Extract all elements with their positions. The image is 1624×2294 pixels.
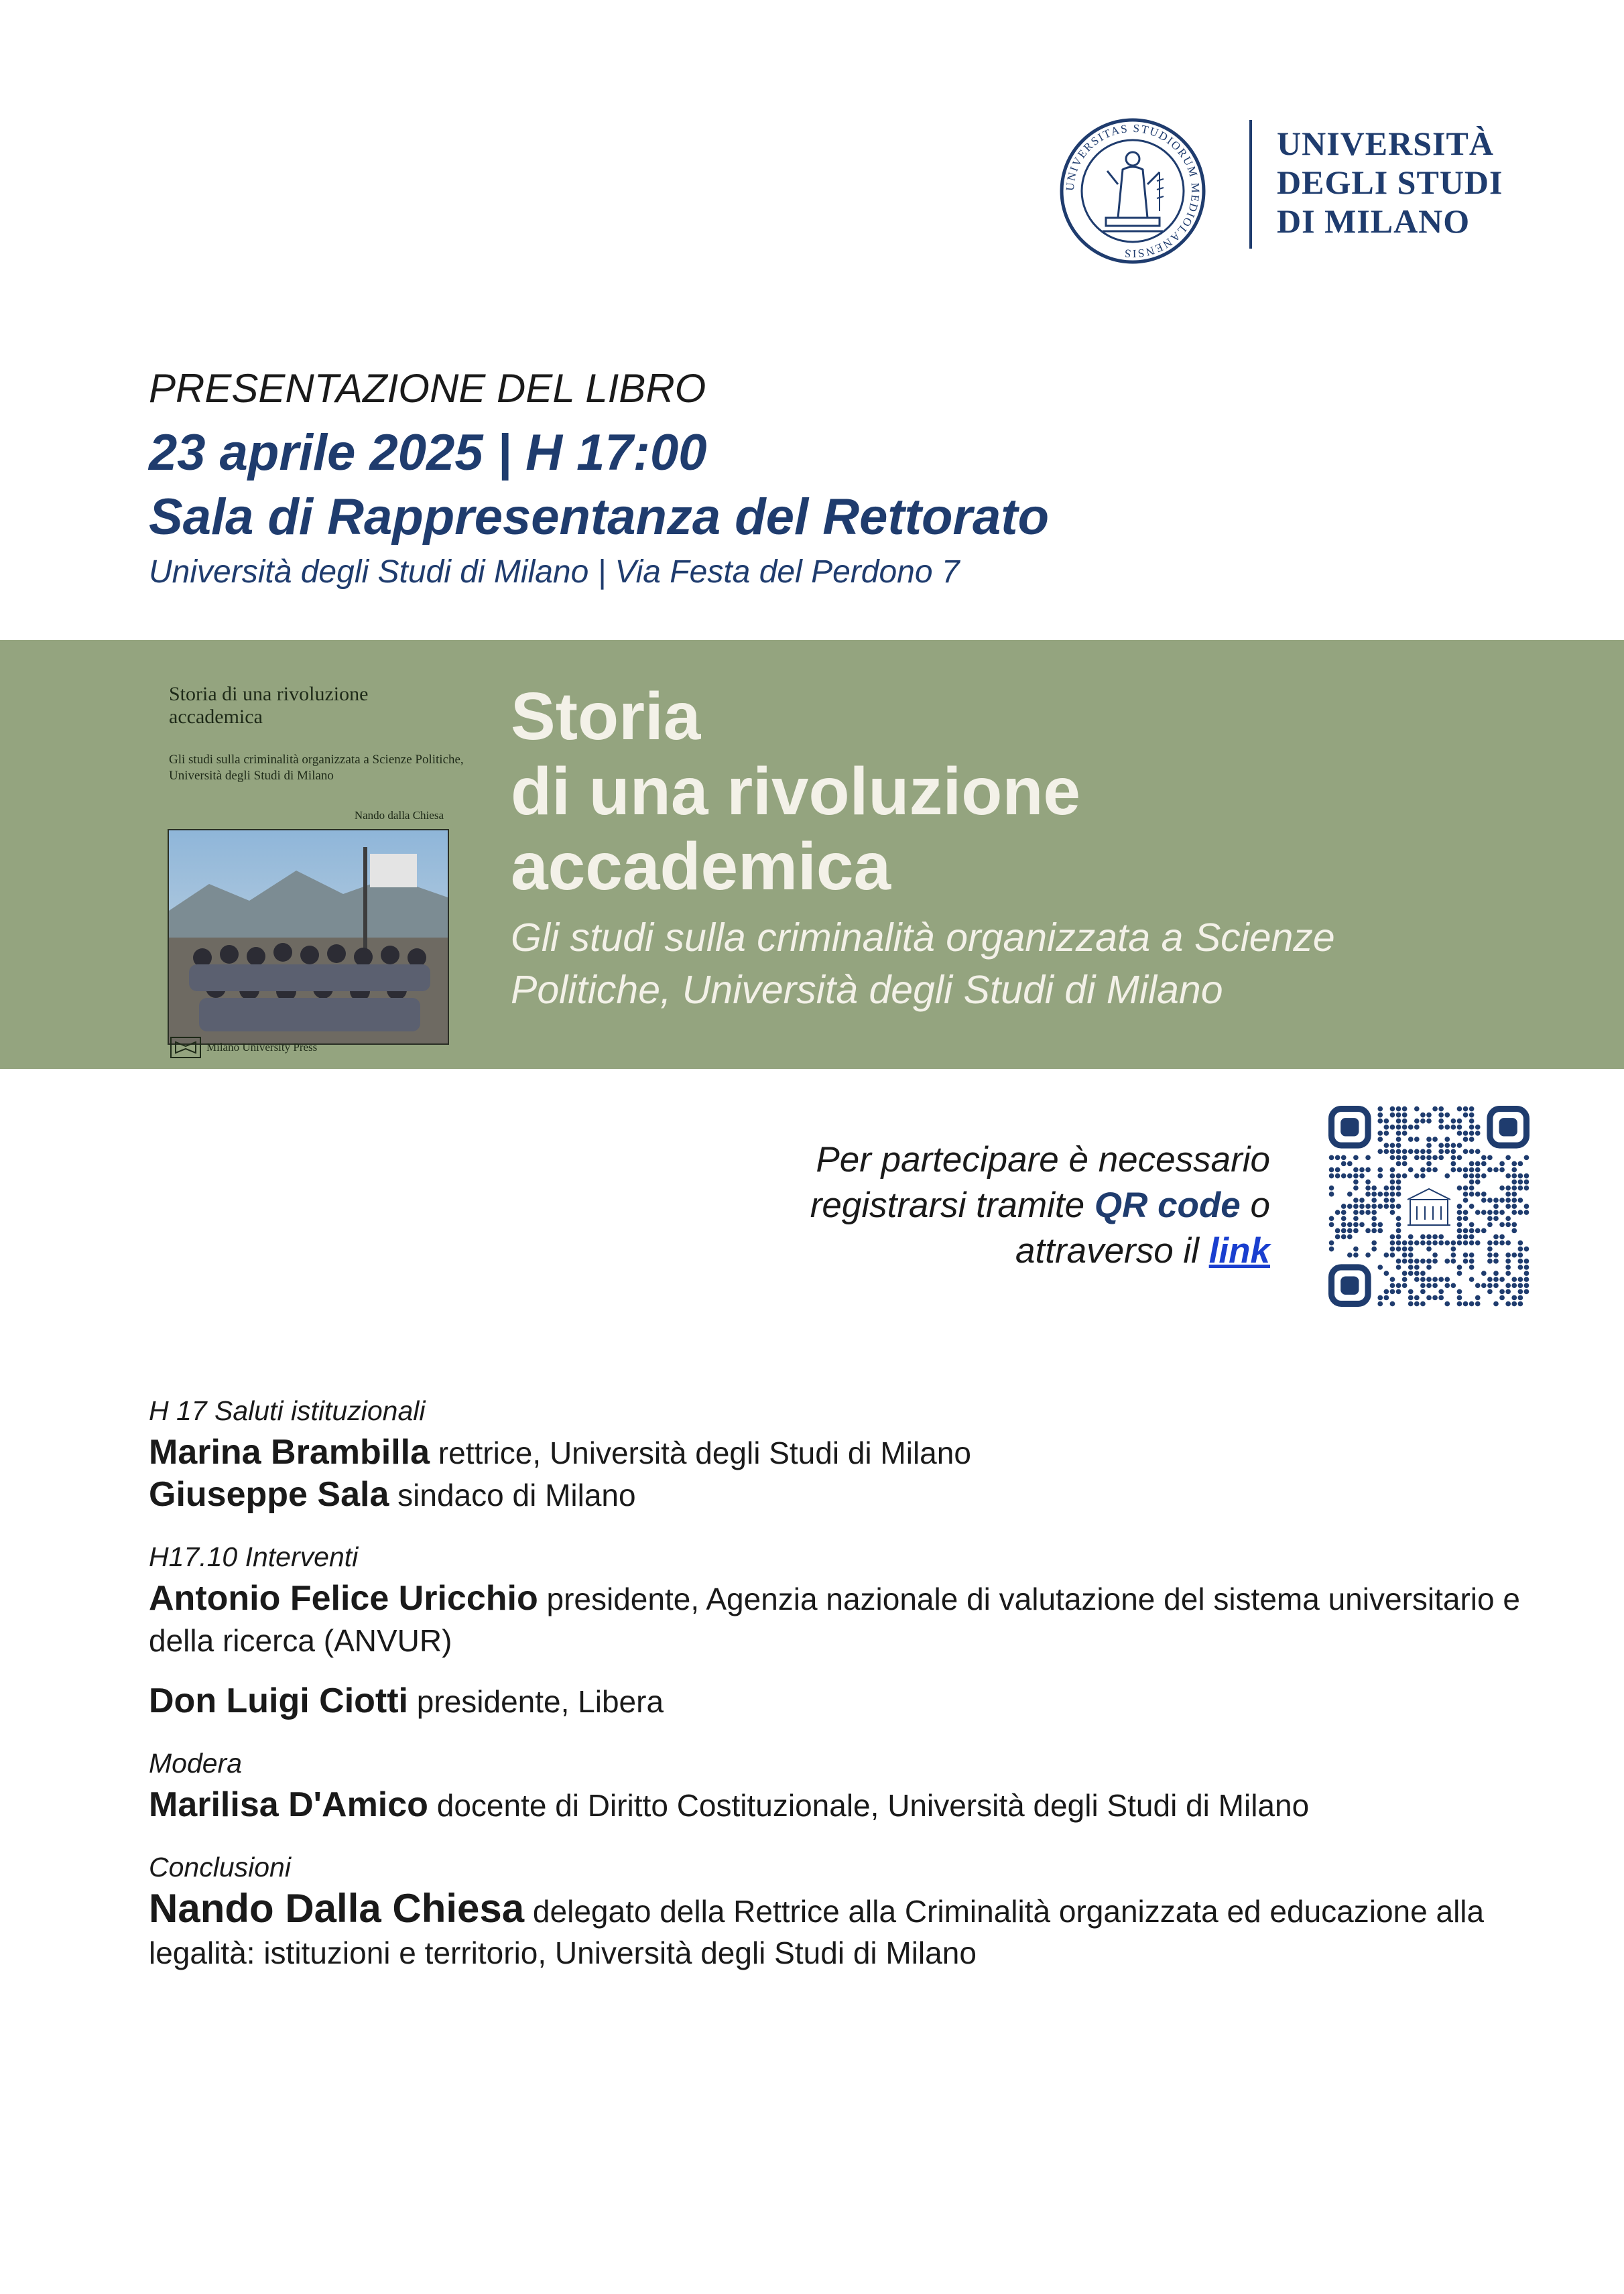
speaker-entry	[149, 1431, 1556, 1474]
speaker-name: Marina Brambilla	[149, 1433, 430, 1472]
university-name-line-2: DEGLI STUDI	[1277, 164, 1503, 201]
speaker-name: Giuseppe Sala	[149, 1475, 389, 1514]
conclusions-section	[149, 1850, 1556, 1974]
moderator-label: Modera	[149, 1748, 243, 1779]
talks-label: H17.10 Interventi	[149, 1541, 359, 1572]
conclusions-label: Conclusioni	[149, 1852, 291, 1883]
speaker-role: delegato della Rettrice alla Criminalità organizzata ed educazione alla legalità: istituzioni e territorio, Università degli Studi di Milano	[149, 1894, 1485, 1970]
university-name-line-1: UNIVERSITÀ	[1277, 125, 1494, 162]
registration-text: attraverso il	[1015, 1231, 1209, 1271]
university-logo	[1059, 117, 1528, 265]
event-type: PRESENTAZIONE DEL LIBRO	[149, 366, 706, 411]
speaker-entry	[149, 1578, 1556, 1661]
event-address: Università degli Studi di Milano | Via Festa del Perdono 7	[149, 554, 960, 590]
svg-text:UNIVERSITAS STUDIORUM MEDIOLAN	[1064, 122, 1202, 260]
programme	[149, 1394, 1556, 1974]
publisher	[170, 1035, 398, 1060]
speaker-entry	[149, 1888, 1556, 1974]
publisher-name: Milano University Press	[206, 1041, 318, 1054]
speaker-entry	[149, 1784, 1556, 1826]
registration-text: o	[1240, 1186, 1270, 1225]
speaker-name: Nando Dalla Chiesa	[149, 1886, 525, 1931]
event-datetime: 23 aprile 2025 | H 17:00	[149, 424, 707, 481]
registration-note	[810, 1137, 1270, 1274]
registration-qr-code[interactable]	[1328, 1106, 1529, 1307]
speaker-role: presidente, Libera	[408, 1684, 664, 1719]
greetings-section	[149, 1394, 1556, 1516]
cover-author: Nando dalla Chiesa	[354, 809, 444, 822]
publisher-logo-icon	[170, 1037, 201, 1058]
speaker-name: Antonio Felice Uricchio	[149, 1579, 538, 1618]
registration-line-1: Per partecipare è necessario	[816, 1140, 1270, 1180]
speaker-name: Marilisa D'Amico	[149, 1785, 428, 1824]
speaker-role: docente di Diritto Costituzionale, Università degli Studi di Milano	[428, 1788, 1310, 1823]
registration-line-2	[810, 1183, 1270, 1228]
book-cover	[149, 661, 471, 1057]
university-name	[1277, 124, 1503, 241]
moderator-section	[149, 1746, 1556, 1826]
book-title-line-3: accademica	[511, 829, 891, 904]
university-seal-icon	[1059, 117, 1206, 265]
speaker-entry	[149, 1474, 1556, 1516]
book-subtitle-line-2: Politiche, Università degli Studi di Milano	[511, 968, 1223, 1012]
registration-text: registrarsi tramite	[810, 1186, 1095, 1225]
speaker-role: rettrice, Università degli Studi di Milano	[430, 1436, 971, 1470]
registration-link[interactable]: link	[1208, 1231, 1270, 1271]
book-subtitle	[511, 911, 1335, 1016]
event-venue: Sala di Rappresentanza del Rettorato	[149, 489, 1049, 546]
book-title-line-2: di una rivoluzione	[511, 754, 1081, 829]
cover-subtitle: Gli studi sulla criminalità organizzata a Scienze Politiche, Università degli Studi di Milano	[169, 753, 464, 783]
speaker-role: sindaco di Milano	[389, 1478, 636, 1513]
book-banner	[0, 640, 1624, 1069]
speaker-role: presidente, Agenzia nazionale di valutazione del sistema universitario e della ricerca (ANVUR)	[149, 1582, 1520, 1658]
seal-text: UNIVERSITAS STUDIORUM MEDIOLANENSIS	[1063, 121, 1202, 261]
speaker-entry	[149, 1680, 1556, 1722]
book-title	[511, 679, 1080, 904]
qr-code-label: QR code	[1094, 1186, 1241, 1225]
greetings-label: H 17 Saluti istituzionali	[149, 1395, 426, 1426]
speaker-name: Don Luigi Ciotti	[149, 1681, 409, 1720]
cover-group-photo	[168, 829, 449, 1045]
university-name-line-3: DI MILANO	[1277, 202, 1471, 240]
book-subtitle-line-1: Gli studi sulla criminalità organizzata a Scienze	[511, 915, 1335, 960]
talks-section	[149, 1540, 1556, 1722]
book-title-line-1: Storia	[511, 679, 701, 754]
registration-line-3	[810, 1228, 1270, 1274]
logo-divider	[1249, 120, 1252, 249]
cover-title: Storia di una rivoluzione accademica	[169, 683, 369, 728]
